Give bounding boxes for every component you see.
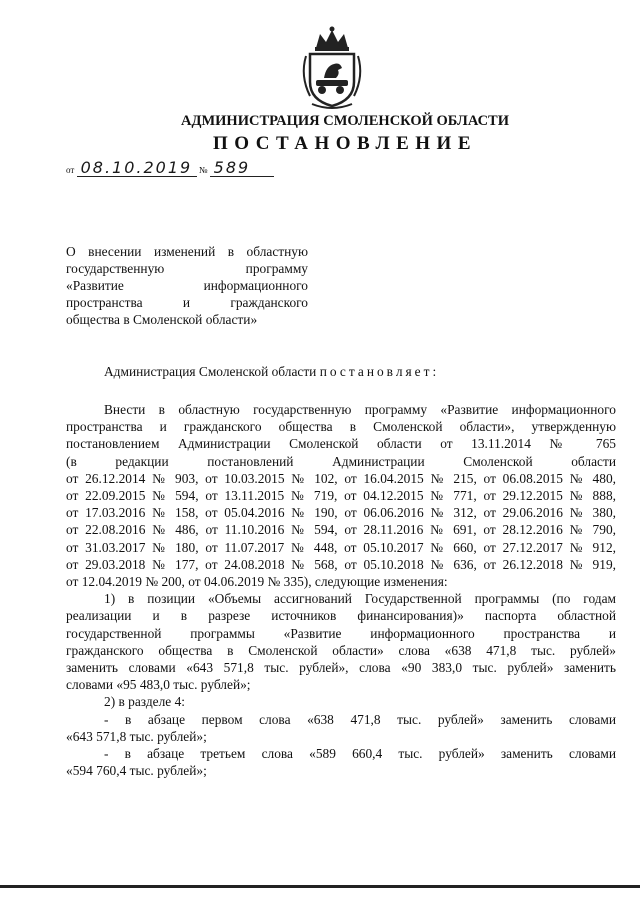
body-line: 1) в позиции «Объемы ассигнований Государственной программы (по годам — [104, 591, 616, 607]
body-line: от 17.03.2016 № 158, от 05.04.2016 № 190, от 06.06.2016 № 312, от 29.06.2016 № 380, — [66, 505, 616, 521]
document-type-title: ПОСТАНОВЛЕНИЕ — [212, 133, 478, 154]
subject-line: «Развитие информационного — [66, 278, 308, 293]
body-line: (в редакции постановлений Администрации Смоленской области — [66, 453, 616, 469]
subject-line: О внесении изменений в областную — [66, 244, 308, 259]
body-line: «594 760,4 тыс. рублей»; — [66, 763, 207, 779]
body-line: гражданского общества в Смоленской области» слова «638 471,8 тыс. рублей» — [66, 642, 616, 658]
body-line: государственной программы «Развитие информационного пространства и — [66, 625, 616, 641]
document-body — [66, 401, 616, 779]
date-number-line — [66, 160, 274, 177]
date-value: 08.10.2019 — [77, 160, 197, 177]
number-label: № — [198, 165, 208, 175]
body-line: 2) в разделе 4: — [104, 694, 186, 710]
preamble-text: Администрация Смоленской области — [104, 364, 317, 379]
body-line: от 29.03.2018 № 177, от 24.08.2018 № 568, от 05.10.2018 № 636, от 26.12.2018 № 919, — [66, 556, 616, 572]
body-line: «643 571,8 тыс. рублей»; — [66, 728, 207, 744]
subject-line: общества в Смоленской области» — [66, 312, 258, 327]
page-bottom-rule — [0, 879, 640, 905]
body-line: от 31.03.2017 № 180, от 11.07.2017 № 448, от 05.10.2017 № 660, от 27.12.2017 № 912, — [66, 539, 616, 555]
preamble-verb: постановляет: — [319, 364, 440, 379]
document-subject — [66, 243, 308, 328]
body-line: заменить словами «643 571,8 тыс. рублей», слова «90 383,0 тыс. рублей» заменить — [66, 660, 616, 676]
organization-name: АДМИНИСТРАЦИЯ СМОЛЕНСКОЙ ОБЛАСТИ — [181, 113, 509, 129]
subject-line: государственную программу — [66, 261, 308, 276]
coat-of-arms-icon — [296, 26, 368, 110]
body-line: постановлением Администрации Смоленской области от 13.11.2014 № 765 — [66, 436, 616, 452]
body-line: словами «95 483,0 тыс. рублей»; — [66, 677, 251, 693]
body-line: Внести в областную государственную программу «Развитие информационного — [104, 402, 616, 417]
preamble — [104, 364, 439, 380]
body-line: от 22.09.2015 № 594, от 13.11.2015 № 719, от 04.12.2015 № 771, от 29.12.2015 № 888, — [66, 488, 616, 504]
body-line: от 26.12.2014 № 903, от 10.03.2015 № 102, от 16.04.2015 № 215, от 06.08.2015 № 480, — [66, 470, 616, 486]
body-line: - в абзаце третьем слова «589 660,4 тыс. рублей» заменить словами — [104, 746, 616, 762]
body-line: от 12.04.2019 № 200, от 04.06.2019 № 335), следующие изменения: — [66, 574, 448, 590]
body-line: пространства и гражданского общества в Смоленской области», утвержденную — [66, 419, 616, 435]
number-value: 589 — [210, 160, 274, 177]
body-line: реализации и в разрезе источников финансирования)» паспорта областной — [66, 608, 616, 624]
body-line: - в абзаце первом слова «638 471,8 тыс. рублей» заменить словами — [104, 711, 616, 727]
body-line: от 22.08.2016 № 486, от 11.10.2016 № 594, от 28.11.2016 № 691, от 28.12.2016 № 790, — [66, 522, 616, 538]
date-label: от — [66, 165, 75, 175]
subject-line: пространства и гражданского — [66, 295, 308, 310]
